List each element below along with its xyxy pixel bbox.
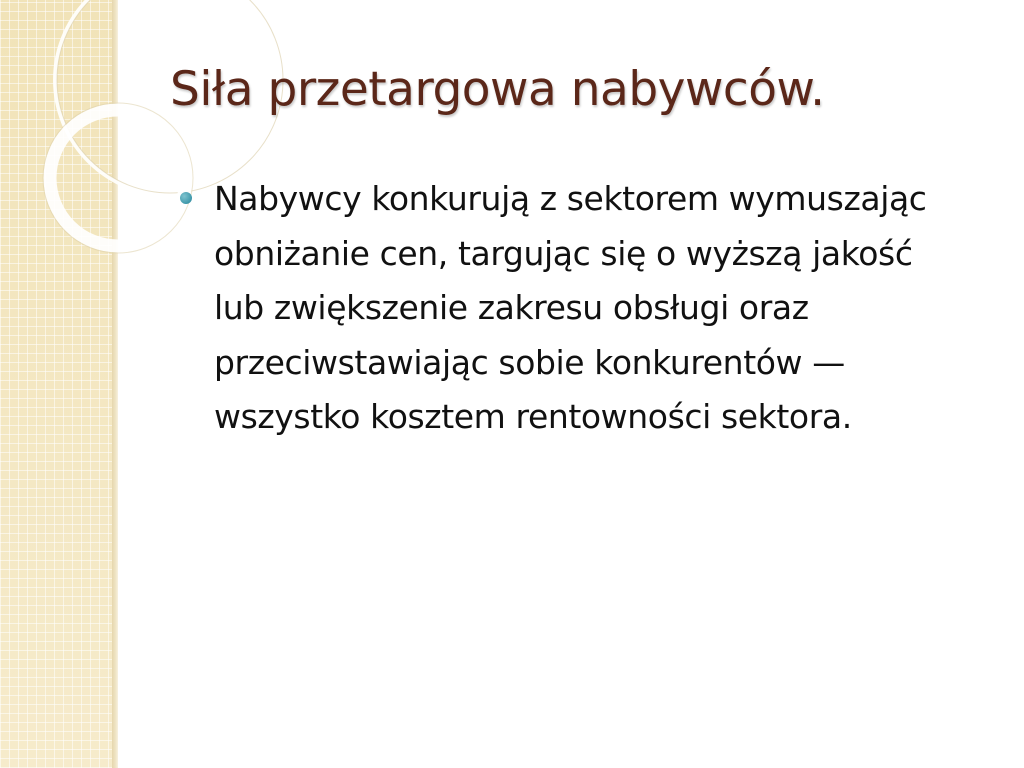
ring-decoration	[0, 0, 200, 260]
bullet-text: Nabywcy konkurują z sektorem wymuszając obniżanie cen, targując się o wyższą jakość lub zwiększenie zakresu obsługi oraz przeciwstawiając sobie konkurentów — wszystko kosztem rentowności sektora.	[214, 179, 927, 436]
bullet-list	[176, 172, 966, 445]
slide-title: Siła przetargowa nabywców.	[170, 62, 825, 117]
bullet-item	[176, 172, 966, 445]
circle-bullet-icon	[180, 192, 192, 204]
